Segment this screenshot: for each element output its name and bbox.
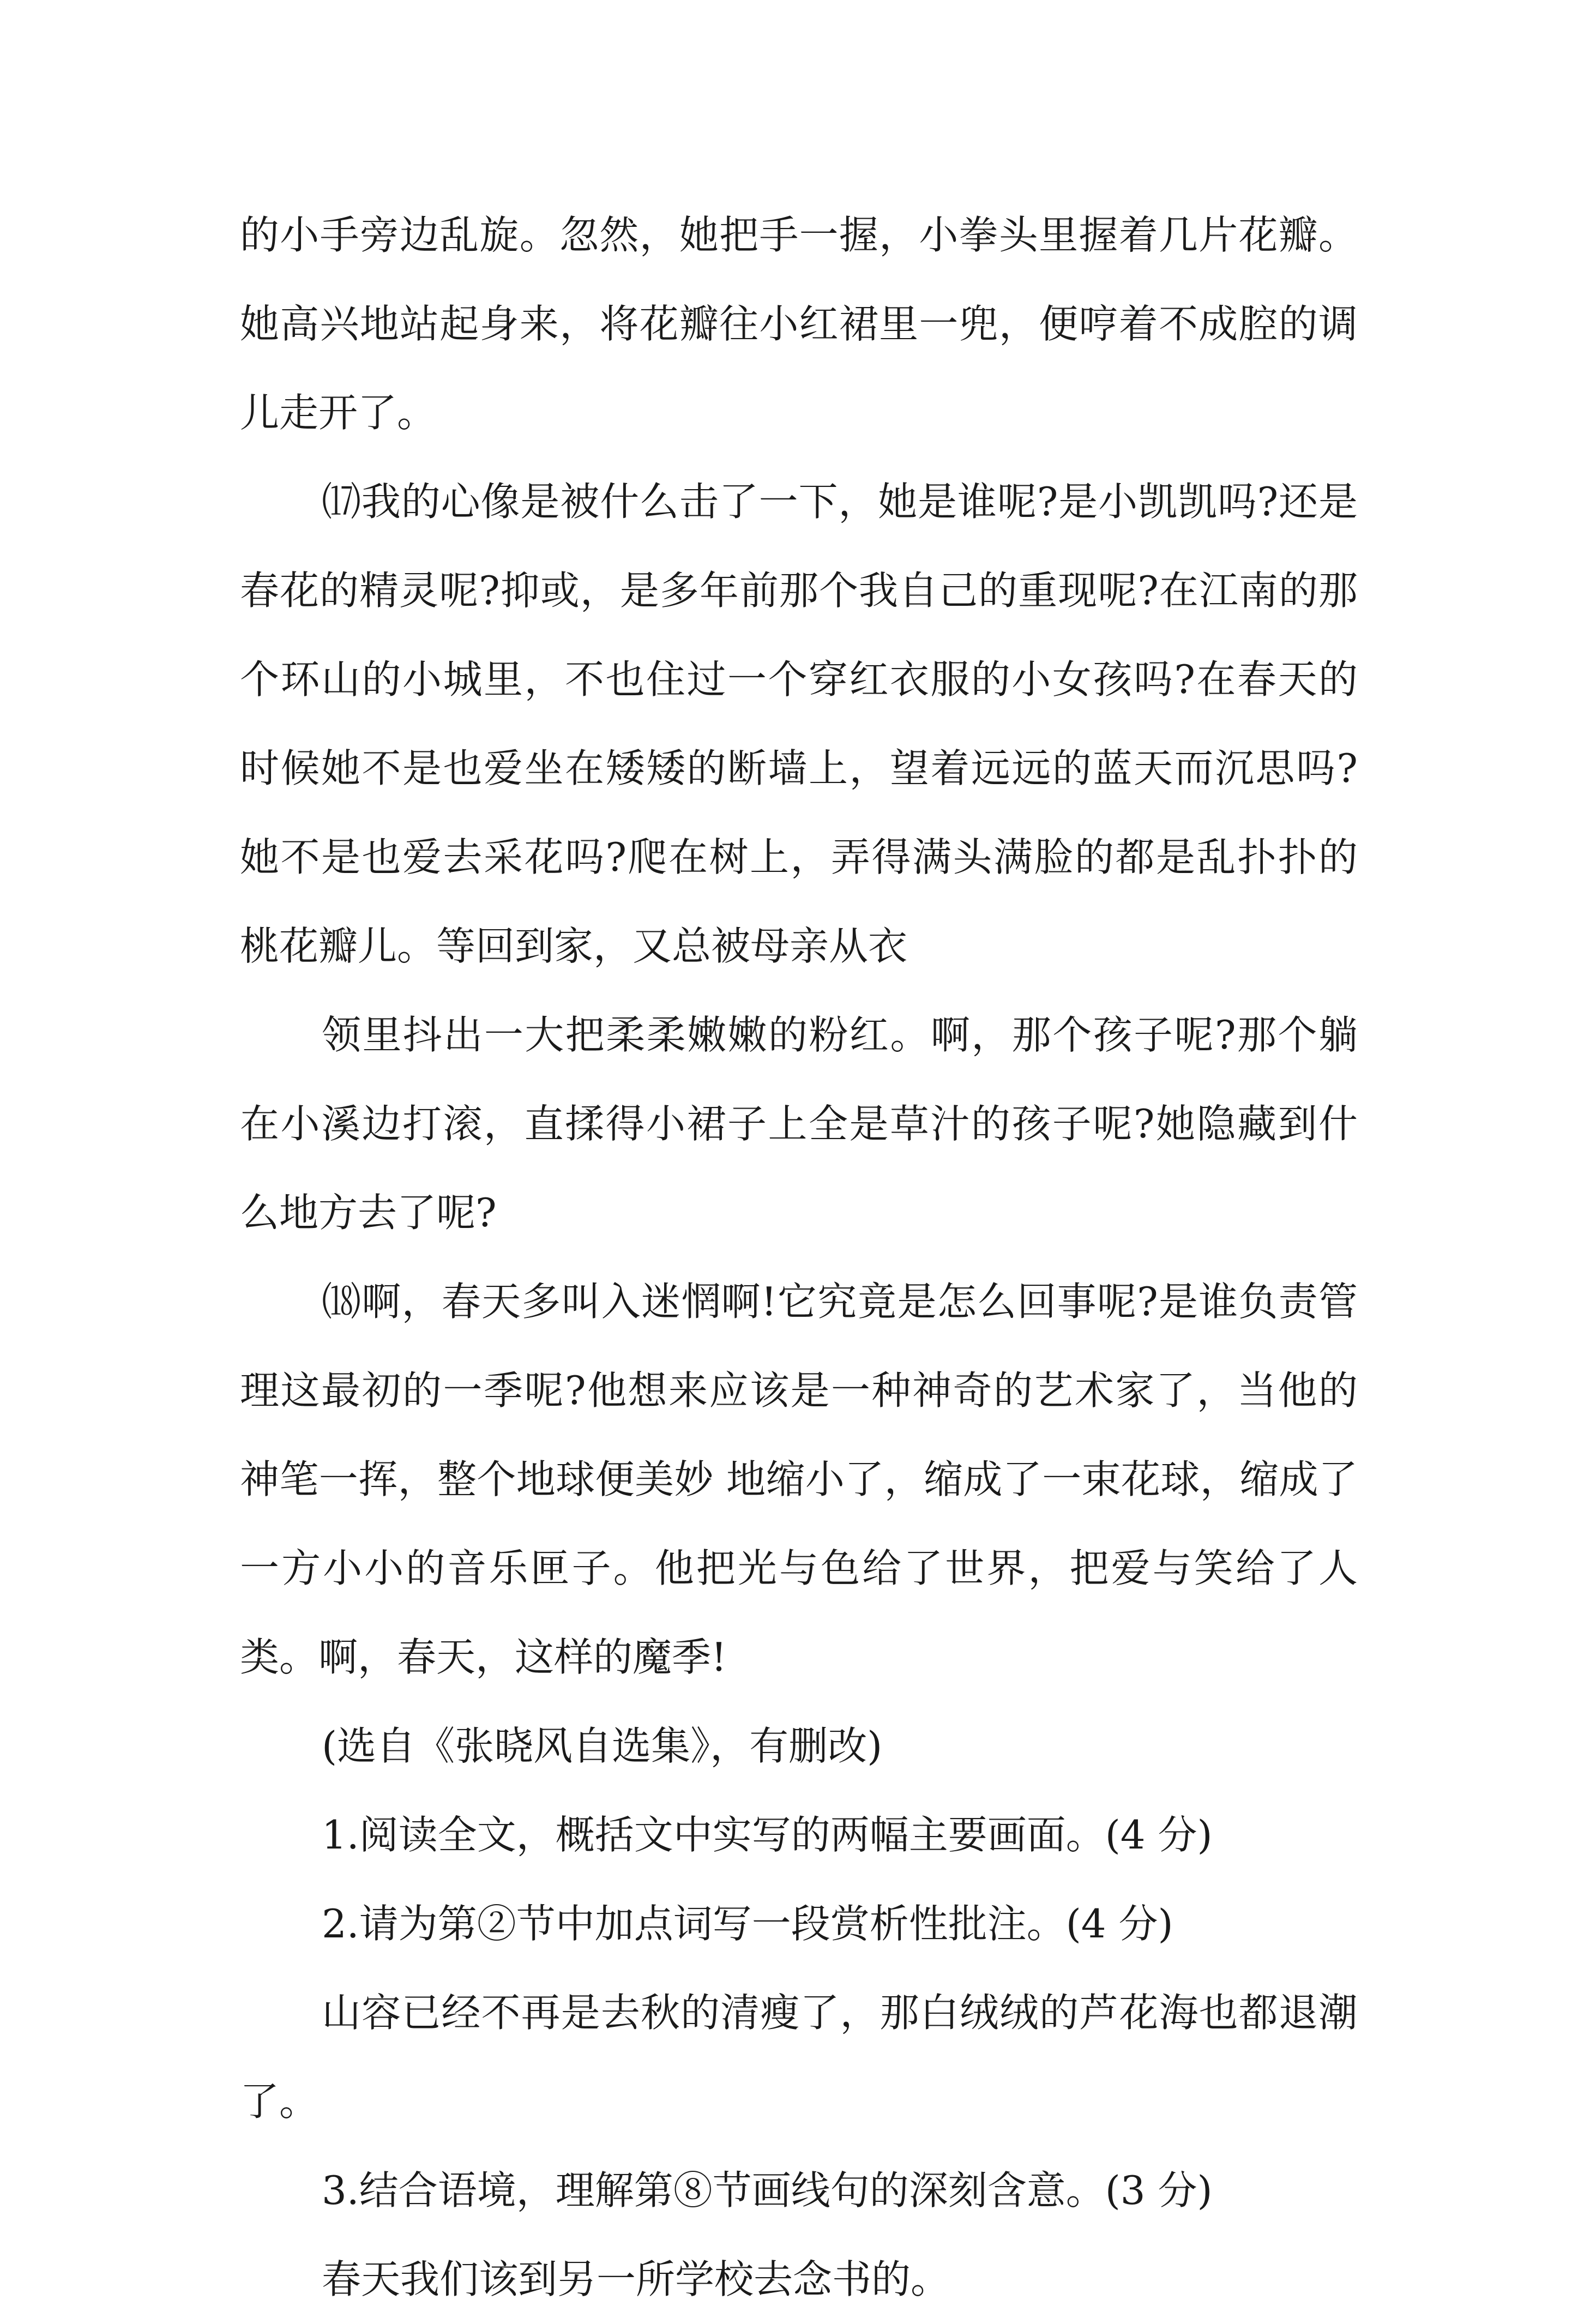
question-2-quote: 山容已经不再是去秋的清瘦了，那白绒绒的芦花海也都退潮了。	[240, 1990, 1358, 2124]
source-note: (选自《张晓风自选集》，有删改)	[322, 1723, 883, 1769]
question-3: 3.结合语境，理解第⑧节画线句的深刻含意。(3 分)	[322, 2168, 1213, 2213]
document-page	[240, 191, 1358, 2324]
paragraph-18: ⒅啊，春天多叫入迷惘啊!它究竟是怎么回事呢?是谁负责管理这最初的一季呢?他想来应该是一种神奇的艺术家了，当他的神笔一挥，整个地球便美妙 地缩小了，缩成了一束花球，缩成了一方小小的音乐匣子。他把光与色给了世界，把爱与笑给了人类。啊，春天，这样的魔季!	[240, 1279, 1358, 1680]
question-2: 2.请为第②节中加点词写一段赏析性批注。(4 分)	[322, 1901, 1173, 1947]
question-1: 1.阅读全文，概括文中实写的两幅主要画面。(4 分)	[322, 1812, 1213, 1858]
paragraph-17: ⒄我的心像是被什么击了一下，她是谁呢?是小凯凯吗?还是春花的精灵呢?抑或，是多年前那个我自己的重现呢?在江南的那个环山的小城里，不也住过一个穿红衣服的小女孩吗?在春天的时候她不是也爱坐在矮矮的断墙上，望着远远的蓝天而沉思吗?她不是也爱去采花吗?爬在树上，弄得满头满脸的都是乱扑扑的桃花瓣儿。等回到家，又总被母亲从衣	[240, 479, 1358, 969]
paragraph-17-continued: 领里抖出一大把柔柔嫩嫩的粉红。啊，那个孩子呢?那个躺在小溪边打滚，直揉得小裙子上全是草汁的孩子呢?她隐藏到什么地方去了呢?	[240, 1012, 1358, 1236]
question-3-quote: 春天我们该到另一所学校去念书的。	[322, 2256, 950, 2302]
paragraph-continued: 的小手旁边乱旋。忽然，她把手一握，小拳头里握着几片花瓣。她高兴地站起身来，将花瓣往小红裙里一兜，便哼着不成腔的调儿走开了。	[240, 212, 1358, 436]
